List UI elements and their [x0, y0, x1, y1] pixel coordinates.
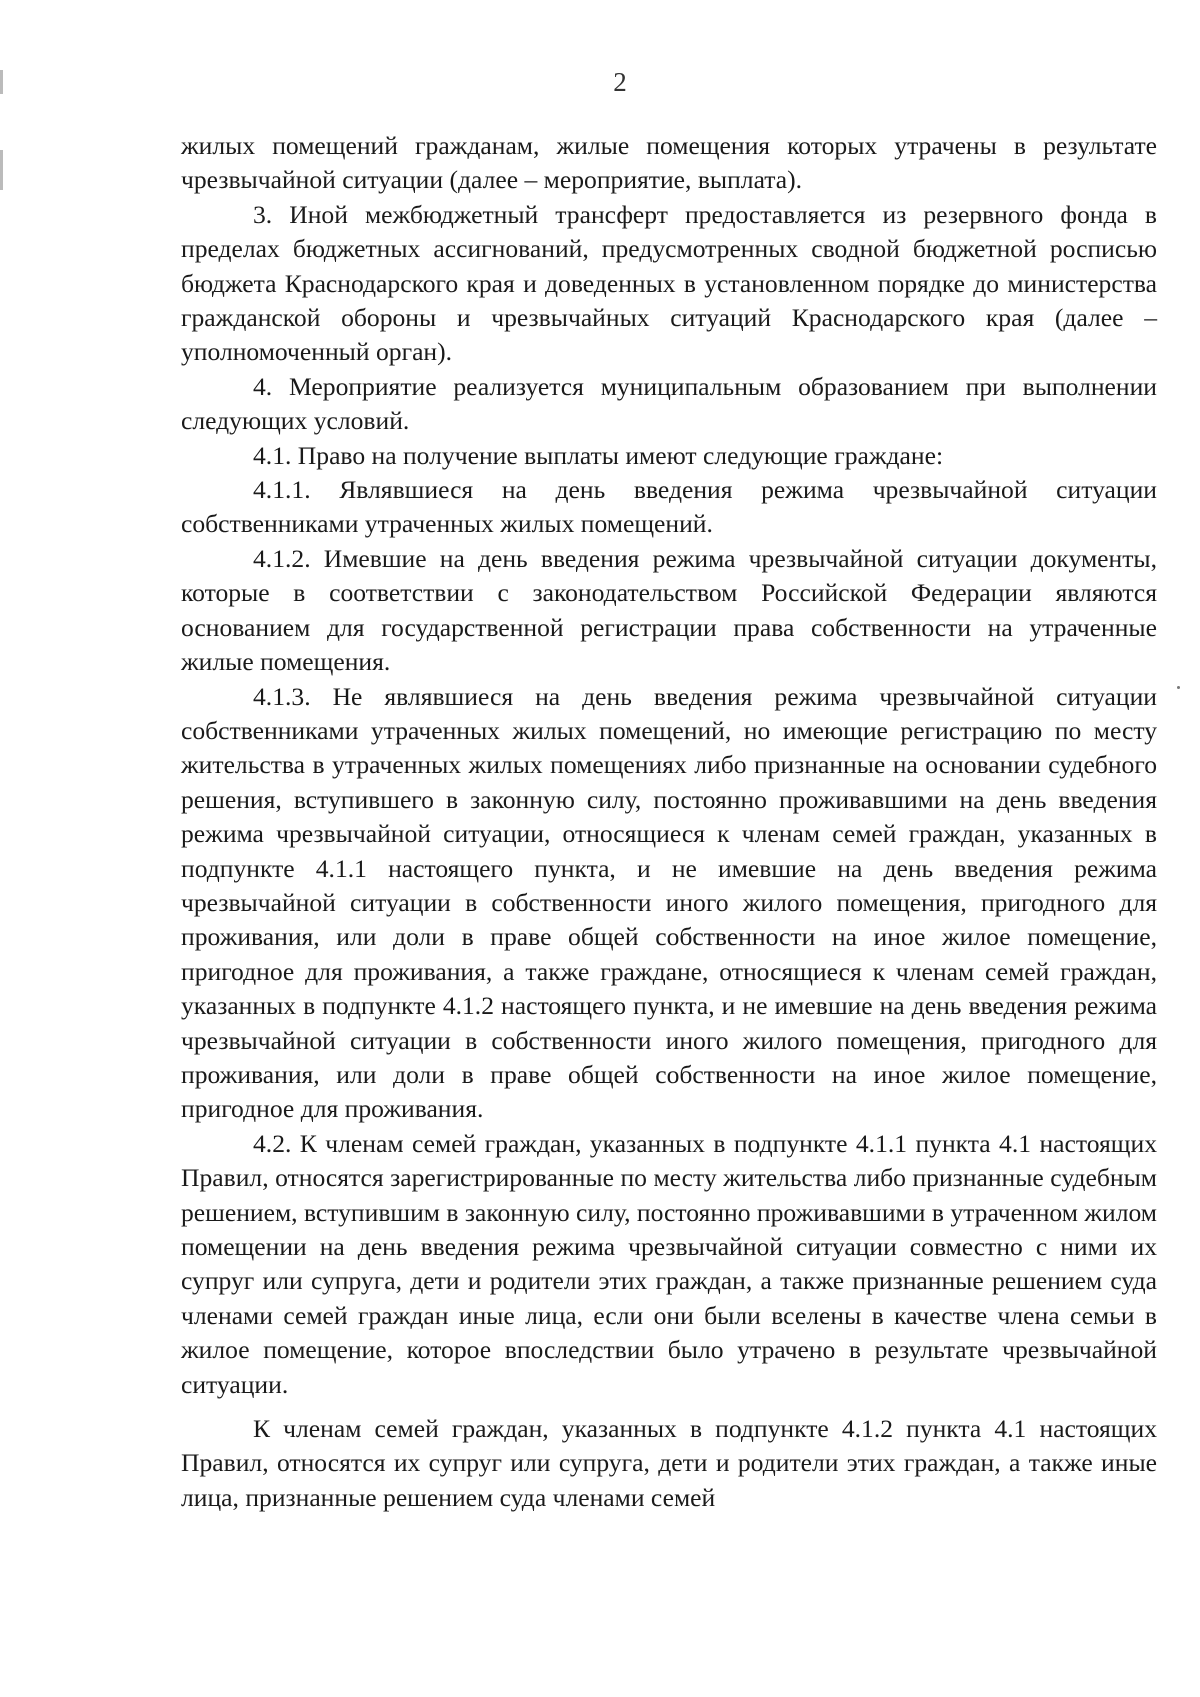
- paragraph-item-4-1-1: 4.1.1. Являвшиеся на день введения режима чрезвычайной ситуации собственниками утраченных жилых помещений.: [181, 475, 1157, 539]
- paragraph-item-3: 3. Иной межбюджетный трансферт предоставляется из резервного фонда в пределах бюджетных ассигнований, предусмотренных сводной бюджетной росписью бюджета Краснодарского края и доведенных в установленном порядке до министерства гражданской обороны и чрезвычайных ситуаций Краснодарского края (далее – уполномоченный орган).: [181, 199, 1157, 367]
- paragraph-item-4-1: 4.1. Право на получение выплаты имеют следующие граждане:: [253, 440, 944, 470]
- page-number: 2: [613, 67, 627, 97]
- scan-margin-mark: [0, 150, 3, 190]
- paragraph-item-4-1-3: 4.1.3. Не являвшиеся на день введения режима чрезвычайной ситуации собственниками утраченных жилых помещений, но имеющие регистрацию по месту жительства в утраченных жилых помещениях либо признанные на основании судебного решения, вступившего в законную силу, постоянно проживавшими на день введения режима чрезвычайной ситуации, относящиеся к членам семей граждан, указанных в подпункте 4.1.1 настоящего пункта, и не имевшие на день введения режима чрезвычайной ситуации в собственности иного жилого помещения, пригодного для проживания, или доли в праве общей собственности на иное жилое помещение, пригодное для проживания, а также граждане, относящиеся к членам семей граждан, указанных в подпункте 4.1.2 настоящего пункта, и не имевшие на день введения режима чрезвычайной ситуации в собственности иного жилого помещения, пригодного для проживания, или доли в праве общей собственности на иное жилое помещение, пригодное для проживания.: [181, 681, 1157, 1124]
- paragraph-item-4-2: 4.2. К членам семей граждан, указанных в подпункте 4.1.1 пункта 4.1 настоящих Правил, относятся зарегистрированные по месту жительства либо признанные судебным решением, вступившим в законную силу, постоянно проживавшими в утраченном жилом помещении на день введения режима чрезвычайной ситуации совместно с ними их супруг или супруга, дети и родители этих граждан, а также признанные решением суда членами семей граждан иные лица, если они были вселены в качестве члена семьи в жилое помещение, которое впоследствии было утрачено в результате чрезвычайной ситуации.: [181, 1128, 1157, 1399]
- paragraph-item-4: 4. Мероприятие реализуется муниципальным образованием при выполнении следующих условий.: [181, 371, 1157, 436]
- paragraph-continuation: жилых помещений гражданам, жилые помещения которых утрачены в результате чрезвычайной ситуации (далее – мероприятие, выплата).: [181, 131, 1157, 195]
- document-body: [181, 129, 1157, 1515]
- paragraph-item-4-1-2: 4.1.2. Имевшие на день введения режима чрезвычайной ситуации документы, которые в соответствии с законодательством Российской Федерации являются основанием для государственной регистрации права собственности на утраченные жилые помещения.: [181, 543, 1157, 677]
- scan-speck: [1177, 686, 1180, 689]
- paragraph-family-members: К членам семей граждан, указанных в подпункте 4.1.2 пункта 4.1 настоящих Правил, относятся их супруг или супруга, дети и родители этих граждан, а также иные лица, признанные решением суда членами семей: [181, 1414, 1157, 1512]
